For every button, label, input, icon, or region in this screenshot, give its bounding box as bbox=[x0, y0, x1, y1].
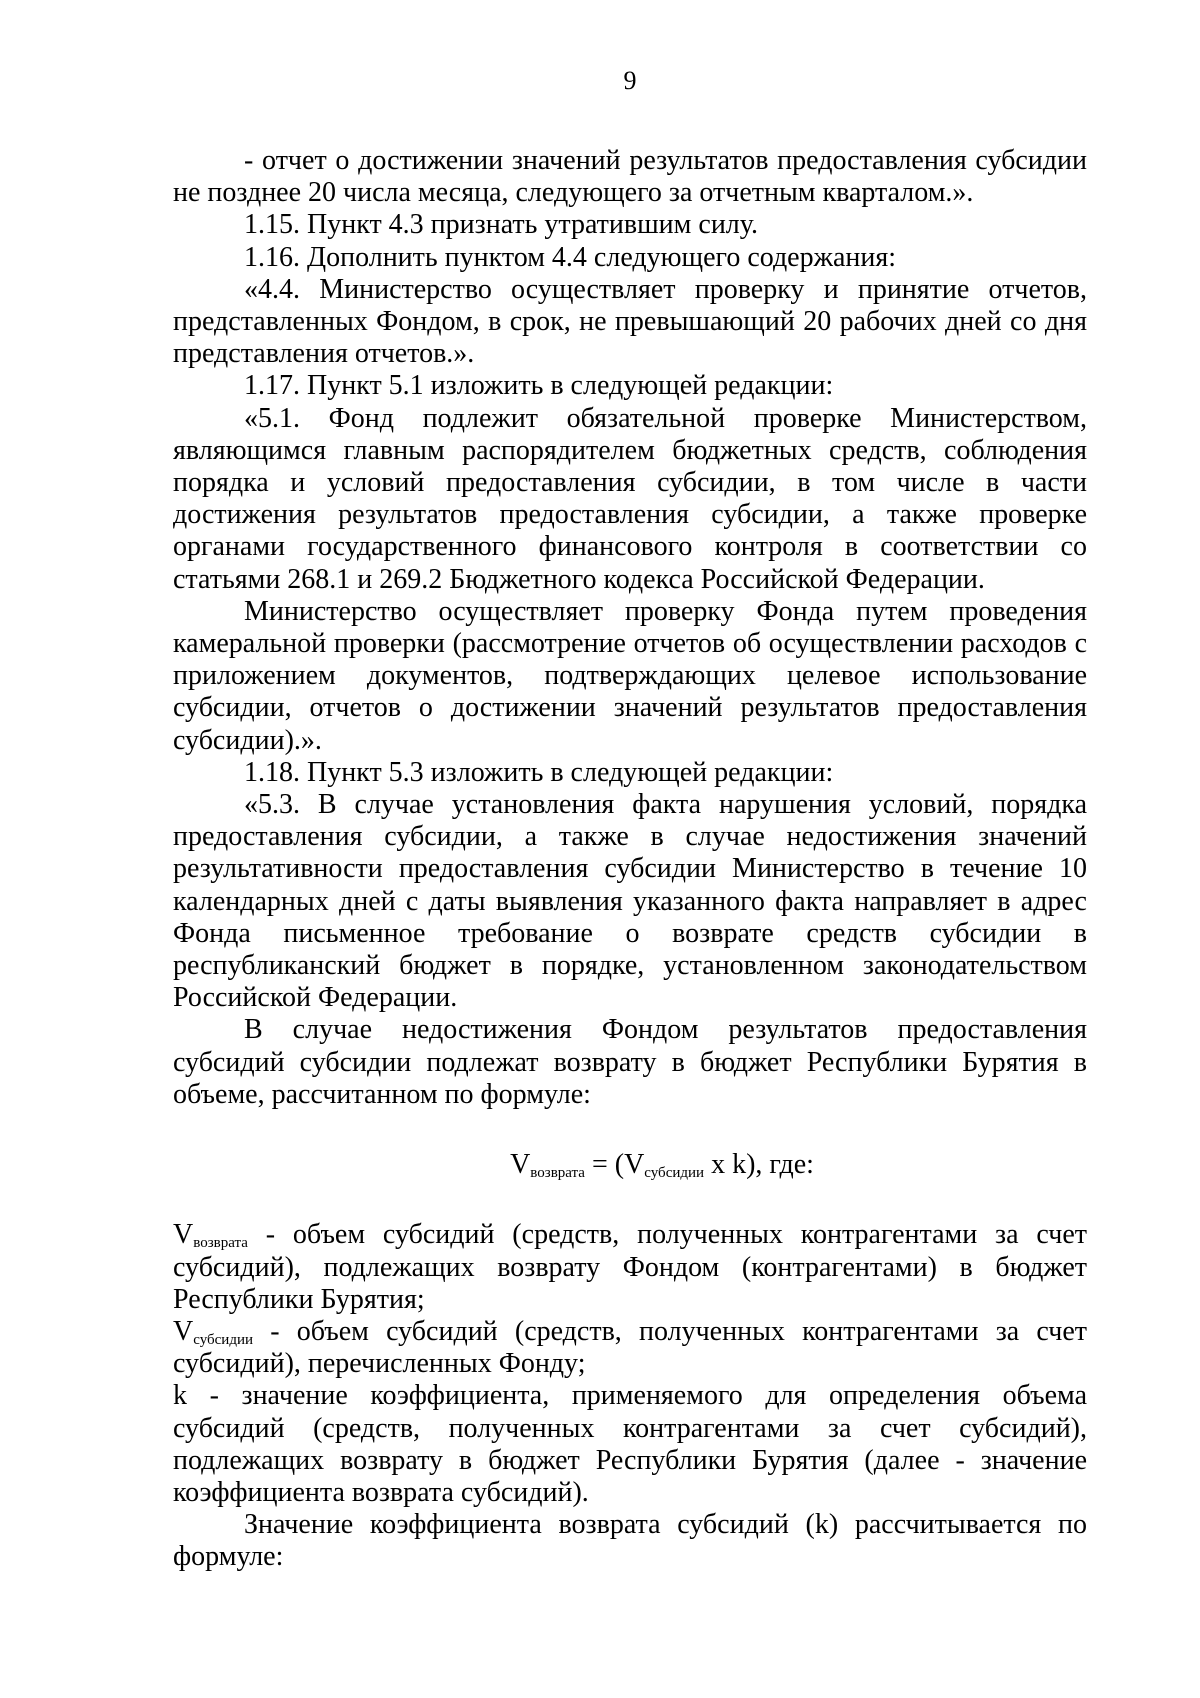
paragraph: «5.1. Фонд подлежит обязательной проверке Министерством, являющимся главным распорядителем бюджетных средств, соблюдения порядка и условий предоставления субсидии, в том числе в части достижения результатов предоставления субсидии, а также проверке органами государственного финансового контроля в соответствии со статьями 268.1 и 269.2 Бюджетного кодекса Российской Федерации. bbox=[173, 402, 1087, 595]
definition-sub: возврата bbox=[193, 1235, 248, 1252]
paragraph: Министерство осуществляет проверку Фонда путем проведения камеральной проверки (рассмотрение отчетов об осуществлении расходов с приложением документов, подтверждающих целевое использование субсидии, отчетов о достижении значений результатов предоставления субсидии).». bbox=[173, 595, 1087, 756]
formula-sub-return: возврата bbox=[530, 1165, 585, 1182]
paragraph: 1.15. Пункт 4.3 признать утратившим силу. bbox=[244, 209, 758, 241]
paragraph: - отчет о достижении значений результатов предоставления субсидии не позднее 20 числа месяца, следующего за отчетным кварталом.». bbox=[173, 145, 1087, 209]
formula-sub-subsidy: субсидии bbox=[644, 1165, 705, 1182]
formula-v: V bbox=[510, 1149, 531, 1181]
definition-text: - значение коэффициента, применяемого для определения объема субсидий (средств, полученных контрагентами за счет субсидий), подлежащих возврату в бюджет Республики Бурятия (далее - значение коэффициента возврата субсидий). bbox=[173, 1380, 1087, 1508]
definition-v-return bbox=[173, 1219, 1087, 1316]
closing-paragraph: Значение коэффициента возврата субсидий (k) рассчитывается по формуле: bbox=[173, 1509, 1087, 1573]
definition-text: - объем субсидий (средств, полученных контрагентами за счет субсидий), подлежащих возврату Фондом (контрагентами) в бюджет Республики Бурятия; bbox=[173, 1219, 1087, 1315]
paragraph: «4.4. Министерство осуществляет проверку и принятие отчетов, представленных Фондом, в срок, не превышающий 20 рабочих дней со дня представления отчетов.». bbox=[173, 273, 1087, 370]
definition-sub: субсидии bbox=[193, 1331, 253, 1348]
definition-symbol: V bbox=[173, 1219, 194, 1251]
return-formula bbox=[173, 1149, 1087, 1181]
definition-k bbox=[173, 1380, 1087, 1509]
formula-rest: x k), где: bbox=[704, 1149, 814, 1181]
definition-text: - объем субсидий (средств, полученных контрагентами за счет субсидий), перечисленных Фонду; bbox=[173, 1315, 1087, 1380]
definition-symbol: V bbox=[173, 1315, 194, 1347]
definition-symbol: k bbox=[173, 1380, 187, 1412]
page-number: 9 bbox=[623, 66, 637, 95]
formula-eq: = (V bbox=[584, 1149, 645, 1181]
document-body bbox=[173, 145, 1087, 1574]
paragraph: «5.3. В случае установления факта нарушения условий, порядка предоставления субсидии, а также в случае недостижения значений результативности предоставления субсидии Министерство в течение 10 календарных дней с даты выявления указанного факта направляет в адрес Фонда письменное требование о возврате средств субсидии в республиканский бюджет в порядке, установленном законодательством Российской Федерации. bbox=[173, 789, 1087, 1014]
paragraph: 1.18. Пункт 5.3 изложить в следующей редакции: bbox=[244, 756, 834, 788]
paragraph: В случае недостижения Фондом результатов предоставления субсидий субсидии подлежат возврату в бюджет Республики Бурятия в объеме, рассчитанном по формуле: bbox=[173, 1014, 1087, 1110]
paragraph: 1.16. Дополнить пунктом 4.4 следующего содержания: bbox=[244, 241, 897, 273]
paragraph: 1.17. Пункт 5.1 изложить в следующей редакции: bbox=[244, 370, 834, 402]
definition-v-subsidy bbox=[173, 1316, 1087, 1380]
